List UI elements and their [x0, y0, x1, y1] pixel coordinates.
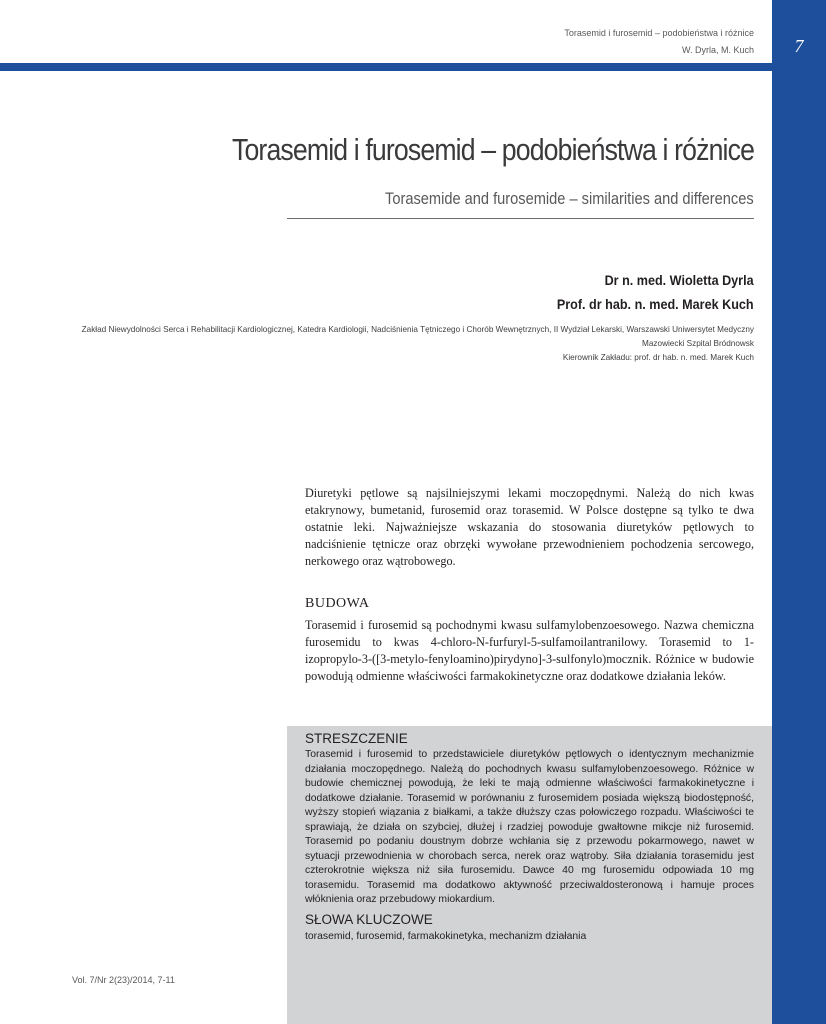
keywords-heading: SŁOWA KLUCZOWE [305, 912, 433, 927]
side-color-band [772, 0, 826, 1024]
abstract-box [287, 726, 772, 1024]
author-name: Dr n. med. Wioletta Dyrla [604, 272, 754, 288]
page-number: 7 [794, 36, 804, 56]
affiliation [54, 323, 754, 365]
abstract-heading: STRESZCZENIE [305, 731, 408, 746]
abstract-text: Torasemid i furosemid to przedstawiciele diuretyków pętlowych o identycznym mechanizmie działania moczopędnego. Należą do pochodnych kwasu sulfamylobenzoesowego. Różnice w budowie chemicznej powodują, że leki te mają odmienne właściwości farmakokinetyczne i dodatkowe działanie. Torasemid w porównaniu z furosemidem posiada większą biodostępność, wyższy stopień wiązania z białkami, a także dłuższy czas połowiczego rozpadu. Właściwości te sprawiają, że działa on szybciej, dłużej i rzadziej powoduje gwałtowne mikcje niż furosemid. Torasemid po podaniu doustnym dobrze wchłania się z przewodu pokarmowego, nawet w sytuacji przewodnienia w chorobach serca, nerek oraz wątroby. Siła działania torasemidu jest czterokrotnie większa niż siła furosemidu. Dawce 40 mg furosemidu odpowiada 10 mg torasemidu. Torasemid ma dodatkowo aktywność przeciwaldosteronową i hamuje proces włóknienia oraz przebudowy miokardium. [305, 749, 754, 905]
running-authors: W. Dyrla, M. Kuch [681, 45, 754, 55]
author-list [535, 268, 754, 316]
journal-citation: Vol. 7/Nr 2(23)/2014, 7-11 [72, 975, 175, 985]
intro-paragraph: Diuretyki pętlowe są najsilniejszymi lekami moczopędnymi. Należą do nich kwas etakrynowy, bumetanid, furosemid oraz torasemid. W Polsce dostępne są tylko te dwa ostatnie leki. Najważniejsze wskazania do stosowania diuretyków pętlowych to nadciśnienie tętnicze oraz obrzęki wywołane przewodnieniem pochodzenia sercowego, nerkowego oraz wątrobowego. [305, 486, 754, 568]
title-divider [287, 218, 754, 219]
article-title: Torasemid i furosemid – podobieństwa i różnice [231, 132, 754, 167]
keywords-text: torasemid, furosemid, farmakokinetyka, mechanizm działania [305, 931, 587, 942]
budowa-paragraph: Torasemid i furosemid są pochodnymi kwasu sulfamylobenzoesowego. Nazwa chemiczna furosemidu to kwas 4-chloro-N-furfuryl-5-sulfamoilantranilowy. Torasemid to 1-izopropylo-3-([3-metylo-fenyloamino)pirydyno]-3-sulfonylo)mocznik. Różnice w budowie powodują odmienne właściwości farmakokinetyczne oraz dodatkowe działania leków. [305, 618, 754, 683]
author-name: Prof. dr hab. n. med. Marek Kuch [557, 296, 754, 312]
affiliation-line: Mazowiecki Szpital Bródnowsk [642, 339, 754, 348]
affiliation-line: Zakład Niewydolności Serca i Rehabilitacji Kardiologicznej, Katedra Kardiologii, Nadciśnienia Tętniczego i Chorób Wewnętrznych, II Wydział Lekarski, Warszawski Uniwersytet Medyczny [81, 325, 754, 334]
affiliation-line: Kierownik Zakładu: prof. dr hab. n. med. Marek Kuch [562, 353, 754, 362]
running-head [564, 25, 754, 59]
section-heading-budowa: BUDOWA [305, 596, 370, 611]
running-title: Torasemid i furosemid – podobieństwa i różnice [564, 28, 754, 38]
article-subtitle: Torasemide and furosemide – similarities and differences [385, 189, 754, 208]
header-bar [0, 63, 772, 71]
